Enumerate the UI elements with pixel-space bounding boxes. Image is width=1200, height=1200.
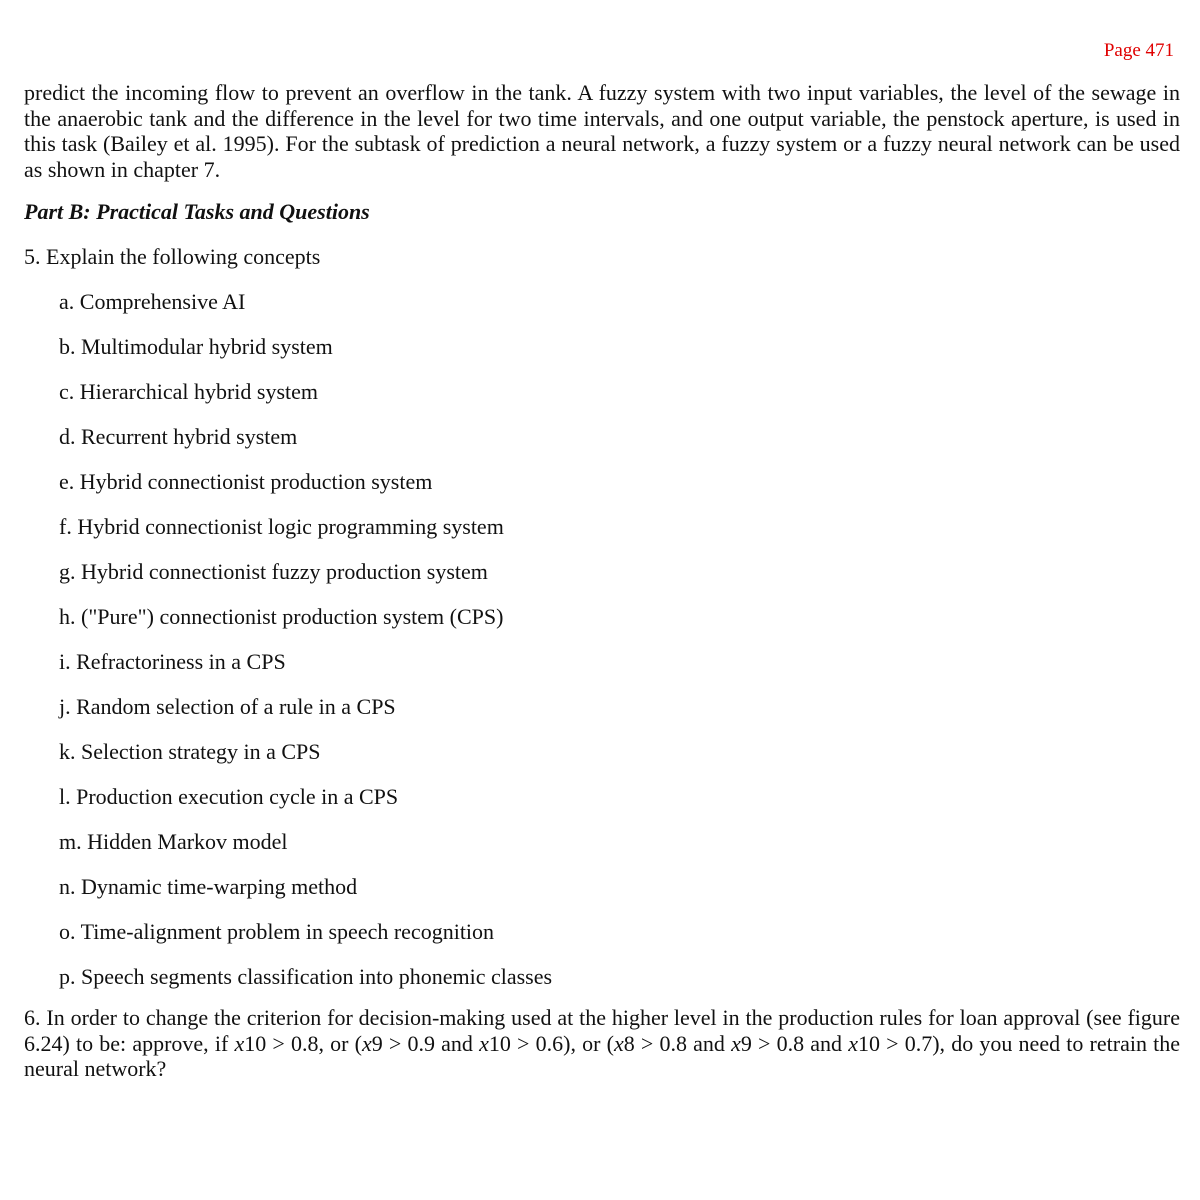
variable-x: x (361, 1030, 372, 1056)
concept-list (24, 289, 1180, 989)
variable-x: x (731, 1030, 741, 1056)
page-content (24, 80, 1180, 1082)
intro-paragraph: predict the incoming flow to prevent an overflow in the tank. A fuzzy system with two input variables, the level of the sewage in the anaerobic tank and the difference in the level for two time intervals, and one output variable, the penstock aperture, is used in this task (Bailey et al. 1995). For the subtask of prediction a neural network, a fuzzy system or a fuzzy neural network can be used as shown in chapter 7. (24, 80, 1180, 182)
concept-item-c: c. Hierarchical hybrid system (59, 379, 319, 404)
concept-item-h: h. ("Pure") connectionist production system (CPS) (59, 604, 504, 629)
page-number: Page 471 (1103, 40, 1174, 61)
variable-x: x (613, 1030, 624, 1056)
variable-x: x (848, 1030, 858, 1056)
concept-item-f: f. Hybrid connectionist logic programming system (59, 514, 504, 539)
concept-item-m: m. Hidden Markov model (59, 829, 288, 854)
variable-x: x (234, 1030, 245, 1056)
section-separator: : (83, 199, 97, 224)
concept-item-k: k. Selection strategy in a CPS (59, 739, 321, 764)
concept-item-b: b. Multimodular hybrid system (59, 334, 333, 359)
concept-item-e: e. Hybrid connectionist production system (59, 469, 433, 494)
concept-item-p: p. Speech segments classification into phonemic classes (59, 964, 553, 989)
concept-item-a: a. Comprehensive AI (59, 289, 246, 314)
concept-item-g: g. Hybrid connectionist fuzzy production system (59, 559, 488, 584)
concept-item-o: o. Time-alignment problem in speech recognition (59, 919, 495, 944)
concept-item-j: j. Random selection of a rule in a CPS (59, 694, 396, 719)
concept-item-n: n. Dynamic time-warping method (59, 874, 358, 899)
variable-x: x (479, 1030, 489, 1056)
question-6-text: 10 > 0.6), or ( (488, 1030, 614, 1056)
question-6-text: 9 > 0.9 and (371, 1030, 480, 1056)
question-6-text: 10 > 0.8, or ( (244, 1030, 362, 1056)
concept-item-d: d. Recurrent hybrid system (59, 424, 298, 449)
question-6 (24, 1005, 1180, 1082)
question-6-text: 8 > 0.8 and (623, 1030, 732, 1056)
question-6-text: 6. In order to change the criterion for decision-making used at the higher level in the production rules for loan approval (see figure 6.24) to be: approve, if (24, 1005, 1180, 1056)
question-6-text: 10 > 0.7), do you need to retrain the neural network? (24, 1030, 1180, 1081)
question-5: 5. Explain the following concepts (24, 244, 321, 269)
question-6-text: 9 > 0.8 and (740, 1030, 849, 1056)
concept-item-i: i. Refractoriness in a CPS (59, 649, 286, 674)
section-heading (24, 199, 1180, 224)
concept-item-l: l. Production execution cycle in a CPS (59, 784, 399, 809)
section-title: Practical Tasks and Questions (96, 199, 370, 224)
section-part-label: Part B (24, 199, 84, 224)
